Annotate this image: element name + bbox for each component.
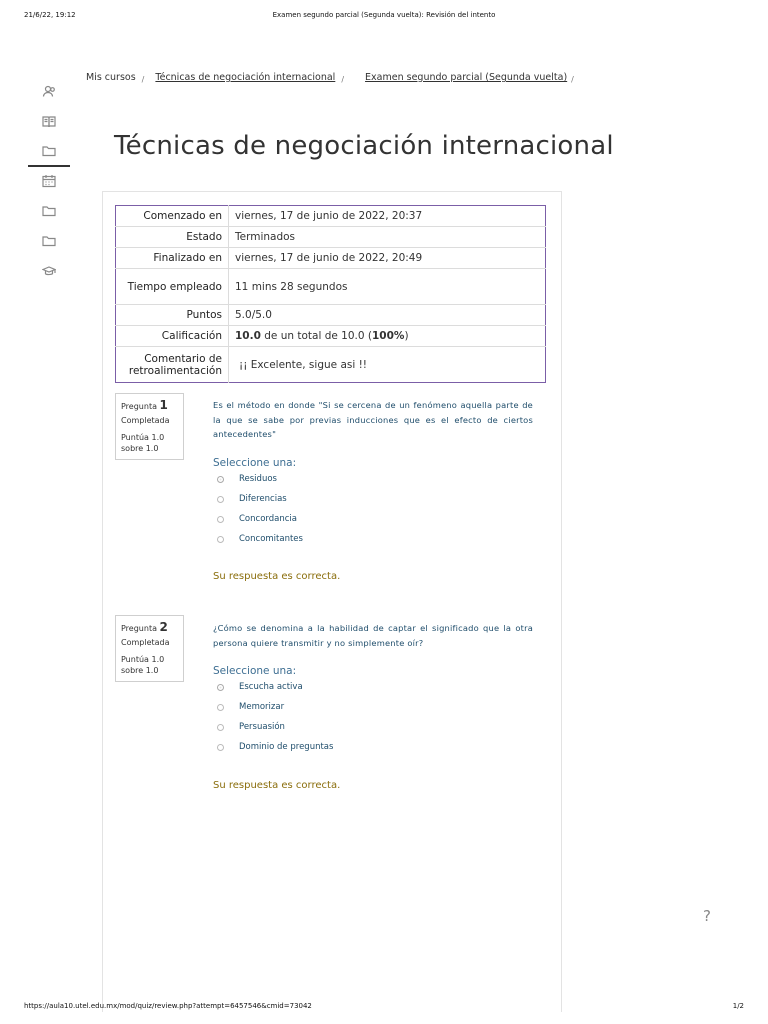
answer-option[interactable]: [217, 722, 285, 732]
grades-button[interactable]: [28, 106, 70, 136]
breadcrumb-quiz-link[interactable]: Examen segundo parcial (Segunda vuelta): [365, 72, 568, 83]
radio-button[interactable]: [217, 744, 224, 751]
print-url: https://aula10.utel.edu.mx/mod/quiz/review.php?attempt=6457546&cmid=73042: [24, 1002, 312, 1010]
question-label: Pregunta: [121, 624, 157, 633]
breadcrumb: [86, 72, 582, 83]
calendar-button[interactable]: [28, 166, 70, 196]
question-feedback: Su respuesta es correcta.: [213, 780, 341, 791]
radio-button-selected[interactable]: [217, 684, 224, 691]
started-value: viernes, 17 de junio de 2022, 20:37: [235, 210, 423, 222]
points-value: 5.0/5.0: [229, 305, 546, 326]
print-page-number: 1/2: [732, 1002, 744, 1010]
state-value: Terminados: [229, 227, 546, 248]
time-label: Tiempo empleado: [116, 269, 229, 305]
question-info: [115, 615, 184, 682]
grade-score: 10.0: [235, 330, 261, 342]
grade-close: ): [404, 330, 409, 342]
radio-button[interactable]: [217, 536, 224, 543]
breadcrumb-separator: /: [571, 75, 574, 84]
folder-icon: [42, 144, 56, 158]
calendar-icon: [42, 174, 56, 188]
time-value: 11 mins 28 segundos: [229, 269, 546, 305]
answer-option[interactable]: [217, 494, 287, 504]
graduation-cap-icon: [42, 264, 56, 278]
question-text: ¿Cómo se denomina a la habilidad de captar el significado que la otra persona quiere transmitir y no simplemente oír?: [213, 623, 533, 648]
question-text: Es el método en donde "Si se cercena de un fenómeno aquella parte de la que se sabe por previas inducciones que es el efecto de ciertos antecedentes": [213, 400, 533, 440]
answer-label: Concomitantes: [239, 534, 303, 544]
radio-button[interactable]: [217, 496, 224, 503]
user-group-icon: [42, 84, 56, 98]
breadcrumb-my-courses[interactable]: Mis cursos: [86, 72, 136, 83]
feedback-text: ¡¡ Excelente, sigue asi !!: [239, 358, 368, 371]
grade-percent: 100%: [372, 330, 405, 342]
answer-option[interactable]: [217, 534, 303, 544]
breadcrumb-separator: /: [141, 75, 145, 84]
courses-button[interactable]: [28, 256, 70, 286]
grade-total: de un total de 10.0 (: [260, 330, 372, 342]
feedback-value: [229, 347, 546, 383]
question-number: 2: [159, 620, 168, 634]
breadcrumb-course-link[interactable]: Técnicas de negociación internacional: [155, 72, 336, 83]
question-state: Completada: [121, 638, 170, 647]
radio-button[interactable]: [217, 516, 224, 523]
question-feedback: Su respuesta es correcta.: [213, 571, 341, 582]
answer-option[interactable]: [217, 742, 333, 752]
feedback-label: Comentario de retroalimentación: [116, 347, 229, 383]
question-state: Completada: [121, 416, 170, 425]
question-info: [115, 393, 184, 460]
radio-button-selected[interactable]: [217, 476, 224, 483]
grade-value: [229, 326, 546, 347]
page-title: Técnicas de negociación internacional: [114, 131, 614, 161]
answer-label: Persuasión: [239, 722, 285, 732]
participants-button[interactable]: [28, 76, 70, 106]
answer-label: Escucha activa: [239, 682, 303, 692]
question-number: 1: [159, 398, 168, 412]
started-label: Comenzado en: [116, 206, 229, 227]
answer-prompt: Seleccione una:: [213, 665, 297, 677]
answer-label: Concordancia: [239, 514, 297, 524]
answer-option[interactable]: [217, 474, 277, 484]
files-button[interactable]: [28, 136, 70, 166]
points-label: Puntos: [116, 305, 229, 326]
finished-value: viernes, 17 de junio de 2022, 20:49: [229, 248, 546, 269]
print-date: 21/6/22, 19:12: [24, 11, 76, 19]
breadcrumb-separator: /: [341, 75, 345, 84]
question-mark: Puntúa 1.0 sobre 1.0: [121, 655, 165, 675]
print-title: Examen segundo parcial (Segunda vuelta): Revisión del intento: [272, 11, 496, 19]
answer-prompt: Seleccione una:: [213, 457, 297, 469]
folder-button[interactable]: [28, 226, 70, 256]
question-mark: Puntúa 1.0 sobre 1.0: [121, 433, 165, 453]
finished-label: Finalizado en: [116, 248, 229, 269]
state-label: Estado: [116, 227, 229, 248]
folder-icon: [42, 234, 56, 248]
answer-label: Memorizar: [239, 702, 285, 712]
book-icon: [42, 114, 56, 128]
grade-label: Calificación: [116, 326, 229, 347]
question-label: Pregunta: [121, 402, 157, 411]
folder-button[interactable]: [28, 196, 70, 226]
answer-option[interactable]: [217, 702, 284, 712]
answer-option[interactable]: [217, 682, 303, 692]
answer-label: Diferencias: [239, 494, 287, 504]
sidebar: [28, 76, 70, 286]
radio-button[interactable]: [217, 704, 224, 711]
help-button[interactable]: ?: [703, 907, 711, 925]
answer-label: Dominio de preguntas: [239, 742, 334, 752]
radio-button[interactable]: [217, 724, 224, 731]
answer-label: Residuos: [239, 474, 277, 484]
folder-icon: [42, 204, 56, 218]
answer-option[interactable]: [217, 514, 297, 524]
attempt-summary-table: [115, 205, 546, 383]
